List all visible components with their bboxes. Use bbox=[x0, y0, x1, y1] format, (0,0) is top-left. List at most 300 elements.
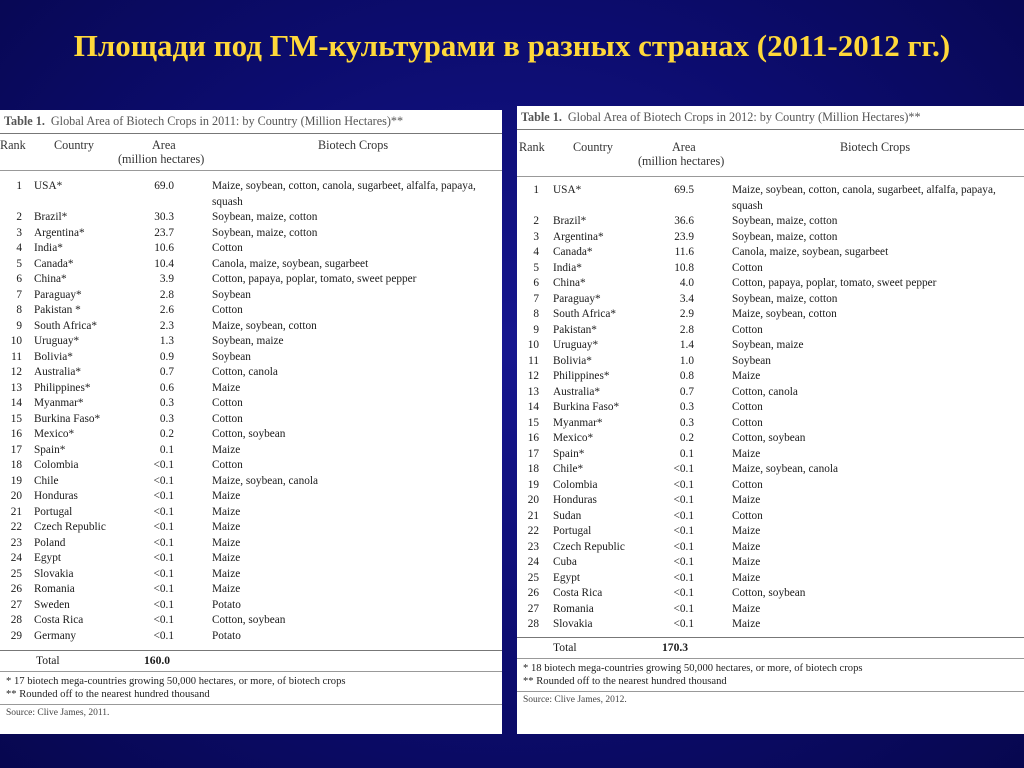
country-cell: Portugal bbox=[34, 505, 73, 518]
country-cell: Czech Republic bbox=[553, 540, 625, 553]
rank-cell: 23 bbox=[10, 536, 22, 549]
rank-cell: 16 bbox=[10, 428, 22, 440]
area-cell: 10.8 bbox=[674, 261, 694, 274]
table-row bbox=[517, 462, 1024, 478]
crops-cell: Canola, maize, soybean, sugarbeet bbox=[212, 257, 369, 270]
area-cell: 0.7 bbox=[159, 366, 174, 378]
footnote-2: ** Rounded off to the nearest hundred thousand bbox=[6, 689, 210, 700]
country-cell: Pakistan * bbox=[34, 304, 81, 316]
table-row bbox=[0, 458, 502, 474]
area-cell: <0.1 bbox=[153, 536, 174, 549]
table-row bbox=[517, 323, 1024, 339]
area-cell: 23.7 bbox=[154, 226, 174, 239]
header-area: Area bbox=[152, 138, 176, 152]
country-cell: Egypt bbox=[553, 571, 580, 584]
header-area: Area bbox=[672, 140, 696, 154]
table-row bbox=[0, 629, 502, 645]
table-row bbox=[517, 509, 1024, 525]
table-row bbox=[517, 493, 1024, 509]
country-cell: Australia* bbox=[34, 366, 82, 378]
rank-cell: 23 bbox=[527, 540, 539, 553]
country-cell: Burkina Faso* bbox=[34, 412, 101, 425]
crops-cell: Maize bbox=[732, 540, 761, 553]
crops-cell: Cotton bbox=[732, 509, 763, 522]
crops-cell: Cotton, papaya, poplar, tomato, sweet pepper bbox=[732, 277, 937, 289]
table-row bbox=[0, 257, 502, 273]
crops-cell: Maize, soybean, cotton bbox=[212, 319, 317, 332]
area-cell: 0.2 bbox=[679, 432, 694, 444]
rank-cell: 5 bbox=[533, 261, 539, 274]
area-cell: <0.1 bbox=[153, 474, 174, 487]
table-caption bbox=[0, 110, 502, 129]
country-cell: Sudan bbox=[553, 509, 582, 522]
area-cell: <0.1 bbox=[153, 552, 174, 564]
table-row bbox=[517, 183, 1024, 214]
rank-cell: 24 bbox=[10, 552, 22, 564]
rank-cell: 7 bbox=[16, 288, 22, 301]
area-cell: <0.1 bbox=[673, 587, 694, 599]
table-row bbox=[517, 230, 1024, 246]
table-row bbox=[0, 582, 502, 598]
area-cell: 0.3 bbox=[679, 416, 694, 429]
table-row bbox=[517, 385, 1024, 401]
area-cell: 69.5 bbox=[674, 184, 694, 196]
country-cell: Myanmar* bbox=[34, 397, 84, 409]
table-row bbox=[0, 210, 502, 226]
country-cell: Czech Republic bbox=[34, 521, 106, 533]
table-row bbox=[0, 505, 502, 521]
country-cell: Paraguay* bbox=[34, 288, 82, 301]
country-cell: Canada* bbox=[34, 257, 74, 270]
rank-cell: 10 bbox=[527, 339, 539, 351]
area-cell: <0.1 bbox=[153, 505, 174, 518]
table-row bbox=[0, 334, 502, 350]
table-row bbox=[517, 431, 1024, 447]
crops-cell: Maize bbox=[732, 525, 761, 537]
country-cell: South Africa* bbox=[34, 319, 98, 332]
crops-cell: Cotton bbox=[732, 478, 763, 491]
crops-cell: Potato bbox=[212, 629, 241, 642]
rank-cell: 2 bbox=[16, 211, 22, 223]
area-cell: <0.1 bbox=[153, 459, 174, 471]
crops-cell: Maize bbox=[732, 370, 761, 382]
crops-cell: Soybean bbox=[212, 350, 251, 363]
rank-cell: 24 bbox=[527, 556, 539, 568]
table-row bbox=[0, 412, 502, 428]
crops-cell: Cotton bbox=[212, 242, 243, 254]
country-cell: Honduras bbox=[553, 494, 597, 506]
area-cell: 10.6 bbox=[154, 242, 174, 254]
rank-cell: 3 bbox=[16, 226, 22, 239]
country-cell: Poland bbox=[34, 536, 66, 549]
country-cell: China* bbox=[34, 273, 67, 285]
rank-cell: 22 bbox=[10, 521, 22, 533]
table-body bbox=[517, 177, 1024, 633]
country-cell: Spain* bbox=[553, 447, 585, 460]
area-cell: 3.9 bbox=[159, 273, 174, 285]
table-row bbox=[0, 350, 502, 366]
table-row bbox=[0, 489, 502, 505]
rank-cell: 8 bbox=[533, 308, 539, 320]
crops-cell: Soybean bbox=[212, 288, 251, 301]
table-row bbox=[0, 474, 502, 490]
crops-cell: Soybean, maize, cotton bbox=[732, 215, 838, 227]
crops-cell: Soybean, maize bbox=[732, 339, 804, 351]
country-cell: India* bbox=[34, 242, 63, 254]
country-cell: Sweden bbox=[34, 598, 70, 611]
area-cell: 2.8 bbox=[159, 288, 174, 301]
rank-cell: 6 bbox=[16, 273, 22, 285]
table-row bbox=[517, 214, 1024, 230]
country-cell: Colombia bbox=[553, 478, 598, 491]
header-crops: Biotech Crops bbox=[318, 138, 389, 152]
table-header bbox=[0, 134, 502, 170]
table-row bbox=[0, 179, 502, 210]
rank-cell: 11 bbox=[11, 350, 22, 363]
country-cell: Chile* bbox=[553, 463, 584, 475]
country-cell: USA* bbox=[34, 180, 63, 192]
area-cell: 2.6 bbox=[159, 304, 174, 316]
rank-cell: 10 bbox=[10, 335, 22, 347]
footnotes bbox=[0, 672, 502, 704]
area-cell: 30.3 bbox=[154, 211, 174, 223]
rank-cell: 17 bbox=[10, 443, 22, 456]
country-cell: Brazil* bbox=[553, 215, 587, 227]
area-cell: 0.9 bbox=[159, 350, 174, 363]
country-cell: Romania bbox=[34, 583, 75, 595]
country-cell: Brazil* bbox=[34, 211, 68, 223]
table-row bbox=[0, 381, 502, 397]
table-number: Table 1. bbox=[4, 114, 45, 128]
area-cell: <0.1 bbox=[153, 583, 174, 595]
rank-cell: 4 bbox=[16, 242, 22, 254]
crops-cell: Maize bbox=[732, 602, 761, 615]
country-cell: Burkina Faso* bbox=[553, 401, 620, 413]
area-cell: <0.1 bbox=[673, 602, 694, 615]
rank-cell: 28 bbox=[527, 618, 539, 630]
rank-cell: 5 bbox=[16, 257, 22, 270]
table-row bbox=[0, 613, 502, 629]
area-cell: <0.1 bbox=[673, 494, 694, 506]
area-cell: 0.7 bbox=[679, 385, 694, 398]
crops-cell: Soybean, maize, cotton bbox=[732, 292, 838, 305]
crops-cell: Cotton, canola bbox=[732, 385, 798, 398]
crops-cell: Maize bbox=[212, 552, 241, 564]
country-cell: Portugal bbox=[553, 525, 592, 537]
area-cell: 0.6 bbox=[159, 381, 174, 394]
total-row bbox=[517, 638, 1024, 658]
crops-cell: Soybean bbox=[732, 354, 771, 367]
country-cell: Bolivia* bbox=[34, 350, 73, 363]
rank-cell: 13 bbox=[527, 385, 539, 398]
crops-cell: Maize bbox=[732, 494, 761, 506]
area-cell: 0.3 bbox=[159, 412, 174, 425]
crops-cell: Cotton, soybean bbox=[732, 587, 806, 599]
table-row bbox=[517, 555, 1024, 571]
area-cell: <0.1 bbox=[153, 521, 174, 533]
table-row bbox=[0, 319, 502, 335]
area-cell: 0.2 bbox=[159, 428, 174, 440]
crops-cell: Soybean, maize, cotton bbox=[732, 230, 838, 243]
crops-cell: Cotton bbox=[732, 261, 763, 274]
crops-cell: Cotton bbox=[732, 416, 763, 429]
footnote-2: ** Rounded off to the nearest hundred thousand bbox=[523, 675, 727, 687]
source-note: Source: Clive James, 2011. bbox=[6, 708, 110, 718]
crops-cell: Canola, maize, soybean, sugarbeet bbox=[732, 246, 889, 258]
table-row bbox=[517, 602, 1024, 618]
total-value: 160.0 bbox=[144, 654, 171, 667]
table-row bbox=[517, 307, 1024, 323]
table-row bbox=[0, 226, 502, 242]
crops-cell: Maize bbox=[732, 556, 761, 568]
table-row bbox=[517, 524, 1024, 540]
rank-cell: 9 bbox=[533, 323, 539, 336]
crops-cell: Maize bbox=[212, 583, 241, 595]
crops-cell: Maize, soybean, cotton, canola, sugarbeet, alfalfa, papaya, squash bbox=[212, 180, 476, 208]
crops-cell: Maize bbox=[212, 536, 241, 549]
area-cell: 2.3 bbox=[159, 319, 174, 332]
rank-cell: 25 bbox=[10, 567, 22, 580]
area-cell: 0.3 bbox=[159, 397, 174, 409]
area-cell: <0.1 bbox=[153, 598, 174, 611]
table-row bbox=[517, 571, 1024, 587]
rank-cell: 19 bbox=[527, 478, 539, 491]
country-cell: Slovakia bbox=[34, 567, 74, 580]
country-cell: Australia* bbox=[553, 385, 601, 398]
table-row bbox=[0, 288, 502, 304]
crops-cell: Soybean, maize, cotton bbox=[212, 211, 318, 223]
area-cell: 69.0 bbox=[154, 180, 174, 192]
total-label: Total bbox=[36, 654, 60, 667]
rank-cell: 19 bbox=[10, 474, 22, 487]
area-cell: 2.8 bbox=[679, 323, 694, 336]
area-cell: 4.0 bbox=[679, 277, 694, 289]
crops-cell: Soybean, maize, cotton bbox=[212, 226, 318, 239]
table-row bbox=[517, 245, 1024, 261]
area-cell: 3.4 bbox=[679, 292, 694, 305]
area-cell: 11.6 bbox=[674, 246, 694, 258]
crops-cell: Cotton bbox=[732, 323, 763, 336]
total-label: Total bbox=[553, 640, 577, 654]
country-cell: India* bbox=[553, 261, 582, 274]
area-cell: <0.1 bbox=[153, 614, 174, 626]
rank-cell: 7 bbox=[533, 292, 539, 305]
crops-cell: Maize bbox=[212, 381, 241, 394]
crops-cell: Cotton, canola bbox=[212, 366, 278, 378]
area-cell: 10.4 bbox=[154, 257, 174, 270]
table-row bbox=[0, 272, 502, 288]
country-cell: Cuba bbox=[553, 556, 577, 568]
crops-cell: Maize bbox=[732, 571, 761, 584]
header-area-unit: (million hectares) bbox=[638, 154, 725, 168]
rank-cell: 26 bbox=[10, 583, 22, 595]
area-cell: 0.8 bbox=[679, 370, 694, 382]
table-row bbox=[0, 303, 502, 319]
area-cell: <0.1 bbox=[153, 490, 174, 502]
area-cell: <0.1 bbox=[673, 478, 694, 491]
rank-cell: 9 bbox=[16, 319, 22, 332]
rank-cell: 6 bbox=[533, 277, 539, 289]
rank-cell: 26 bbox=[527, 587, 539, 599]
rank-cell: 17 bbox=[527, 447, 539, 460]
country-cell: Chile bbox=[34, 474, 59, 487]
rank-cell: 18 bbox=[10, 459, 22, 471]
country-cell: Slovakia bbox=[553, 618, 593, 630]
rank-cell: 18 bbox=[527, 463, 539, 475]
country-cell: Costa Rica bbox=[34, 614, 84, 626]
rank-cell: 13 bbox=[10, 381, 22, 394]
crops-cell: Cotton, soybean bbox=[212, 614, 286, 626]
area-cell: <0.1 bbox=[673, 463, 694, 475]
rank-cell: 2 bbox=[533, 215, 539, 227]
rank-cell: 27 bbox=[527, 602, 539, 615]
table-row bbox=[517, 540, 1024, 556]
rank-cell: 15 bbox=[527, 416, 539, 429]
rank-cell: 8 bbox=[16, 304, 22, 316]
table-row bbox=[517, 586, 1024, 602]
area-cell: 1.3 bbox=[159, 335, 174, 347]
rank-cell: 1 bbox=[16, 180, 22, 192]
table-row bbox=[0, 551, 502, 567]
footnote-1: * 17 biotech mega-countries growing 50,000 hectares, or more, of biotech crops bbox=[6, 676, 346, 687]
area-cell: 36.6 bbox=[674, 215, 694, 227]
country-cell: Mexico* bbox=[553, 432, 594, 444]
rank-cell: 21 bbox=[10, 505, 22, 518]
rank-cell: 29 bbox=[10, 629, 22, 642]
table-row bbox=[517, 292, 1024, 308]
header-area-unit: (million hectares) bbox=[118, 152, 205, 166]
crops-cell: Maize, soybean, canola bbox=[212, 474, 319, 487]
table-2012-panel bbox=[517, 106, 1024, 734]
table-row bbox=[517, 338, 1024, 354]
area-cell: 2.9 bbox=[679, 308, 694, 320]
rank-cell: 4 bbox=[533, 246, 539, 258]
area-cell: 0.1 bbox=[159, 443, 174, 456]
rank-cell: 3 bbox=[533, 230, 539, 243]
rank-cell: 21 bbox=[527, 509, 539, 522]
crops-cell: Maize bbox=[212, 505, 241, 518]
table-row bbox=[0, 427, 502, 443]
table-row bbox=[517, 447, 1024, 463]
rank-cell: 12 bbox=[527, 370, 539, 382]
crops-cell: Maize, soybean, cotton bbox=[732, 308, 837, 320]
source-note: Source: Clive James, 2012. bbox=[523, 694, 627, 705]
country-cell: Germany bbox=[34, 629, 77, 642]
country-cell: Costa Rica bbox=[553, 587, 603, 599]
rank-cell: 22 bbox=[527, 525, 539, 537]
area-cell: 23.9 bbox=[674, 230, 694, 243]
area-cell: 0.1 bbox=[679, 447, 694, 460]
country-cell: Uruguay* bbox=[553, 339, 599, 351]
footnote-1: * 18 biotech mega-countries growing 50,000 hectares, or more, of biotech crops bbox=[523, 662, 863, 674]
country-cell: Bolivia* bbox=[553, 354, 592, 367]
rank-cell: 28 bbox=[10, 614, 22, 626]
country-cell: Philippines* bbox=[553, 370, 610, 382]
country-cell: Colombia bbox=[34, 459, 79, 471]
table-caption bbox=[517, 106, 1024, 125]
country-cell: Romania bbox=[553, 602, 594, 615]
crops-cell: Maize, soybean, canola bbox=[732, 463, 839, 475]
crops-cell: Cotton bbox=[212, 397, 243, 409]
rank-cell: 25 bbox=[527, 571, 539, 584]
area-cell: <0.1 bbox=[153, 567, 174, 580]
rank-cell: 20 bbox=[10, 490, 22, 502]
country-cell: South Africa* bbox=[553, 308, 617, 320]
rank-cell: 1 bbox=[533, 184, 539, 196]
crops-cell: Soybean, maize bbox=[212, 335, 284, 347]
rank-cell: 14 bbox=[10, 397, 22, 409]
table-number: Table 1. bbox=[521, 110, 562, 124]
area-cell: <0.1 bbox=[153, 629, 174, 642]
table-row bbox=[0, 396, 502, 412]
country-cell: China* bbox=[553, 277, 586, 289]
table-row bbox=[517, 400, 1024, 416]
crops-cell: Maize bbox=[212, 443, 241, 456]
crops-cell: Cotton, soybean bbox=[212, 428, 286, 440]
rank-cell: 11 bbox=[528, 354, 539, 367]
table-row bbox=[517, 369, 1024, 385]
country-cell: Uruguay* bbox=[34, 335, 80, 347]
table-row bbox=[517, 617, 1024, 633]
country-cell: Spain* bbox=[34, 443, 66, 456]
header-country: Country bbox=[573, 140, 613, 154]
crops-cell: Cotton, soybean bbox=[732, 432, 806, 444]
country-cell: Myanmar* bbox=[553, 416, 603, 429]
area-cell: <0.1 bbox=[673, 618, 694, 630]
country-cell: Egypt bbox=[34, 552, 61, 564]
header-country: Country bbox=[54, 138, 94, 152]
area-cell: <0.1 bbox=[673, 540, 694, 553]
table-row bbox=[0, 365, 502, 381]
table-row bbox=[517, 276, 1024, 292]
rank-cell: 27 bbox=[10, 598, 22, 611]
country-cell: Pakistan* bbox=[553, 323, 597, 336]
table-row bbox=[0, 598, 502, 614]
rank-cell: 16 bbox=[527, 432, 539, 444]
crops-cell: Maize bbox=[732, 447, 761, 460]
table-row bbox=[0, 443, 502, 459]
header-rank: Rank bbox=[519, 140, 545, 154]
table-row bbox=[0, 536, 502, 552]
rank-cell: 12 bbox=[10, 366, 22, 378]
slide-title: Площади под ГМ-культурами в разных странах (2011-2012 гг.) bbox=[73, 28, 951, 63]
table-row bbox=[517, 261, 1024, 277]
crops-cell: Maize, soybean, cotton, canola, sugarbeet, alfalfa, papaya, squash bbox=[732, 184, 996, 212]
table-row bbox=[517, 416, 1024, 432]
table-header bbox=[517, 130, 1024, 166]
area-cell: <0.1 bbox=[673, 525, 694, 537]
table-row bbox=[517, 478, 1024, 494]
crops-cell: Maize bbox=[212, 567, 241, 580]
table-row bbox=[517, 354, 1024, 370]
table-row bbox=[0, 520, 502, 536]
rank-cell: 14 bbox=[527, 401, 539, 413]
table-2011-panel bbox=[0, 110, 502, 734]
rank-cell: 15 bbox=[10, 412, 22, 425]
country-cell: Mexico* bbox=[34, 428, 75, 440]
crops-cell: Maize bbox=[732, 618, 761, 630]
crops-cell: Maize bbox=[212, 490, 241, 502]
crops-cell: Cotton bbox=[212, 304, 243, 316]
country-cell: Philippines* bbox=[34, 381, 91, 394]
country-cell: Argentina* bbox=[553, 230, 604, 243]
table-row bbox=[0, 241, 502, 257]
area-cell: <0.1 bbox=[673, 509, 694, 522]
table-body bbox=[0, 171, 502, 644]
country-cell: Paraguay* bbox=[553, 292, 601, 305]
header-rank: Rank bbox=[0, 138, 26, 152]
rank-cell: 20 bbox=[527, 494, 539, 506]
